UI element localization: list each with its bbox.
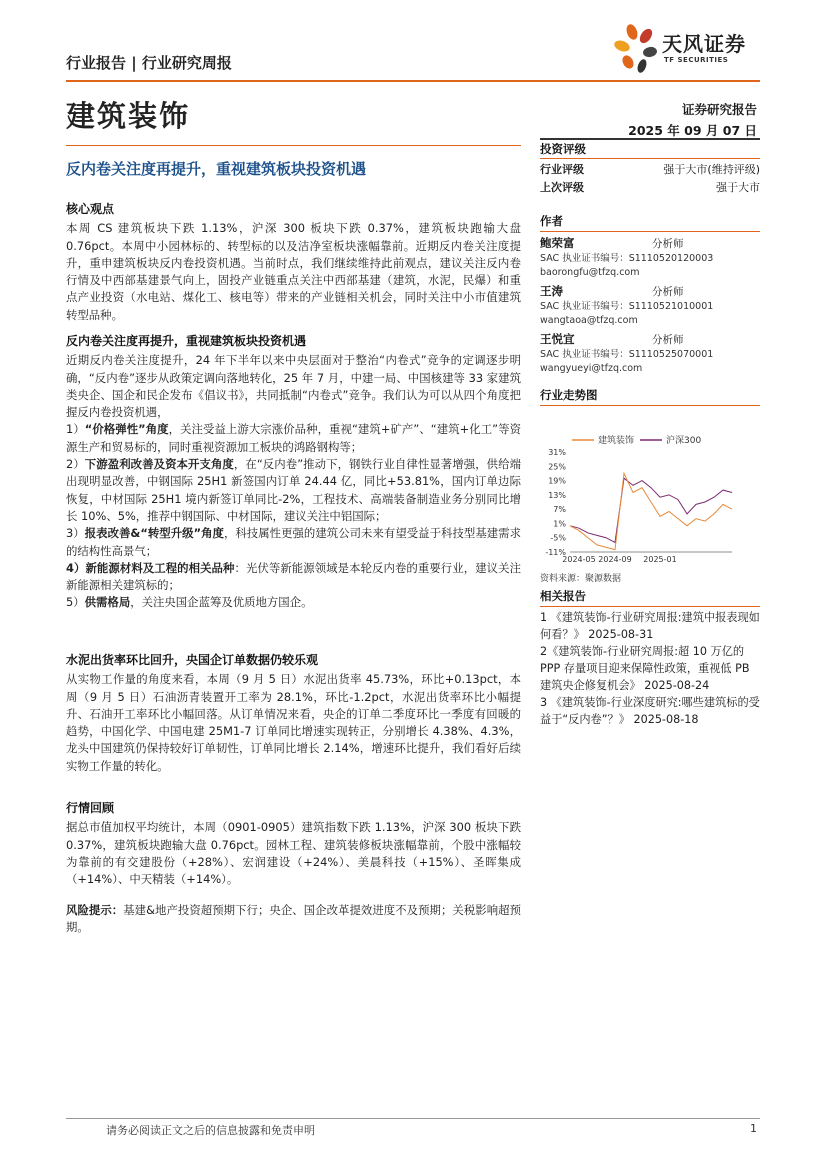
y-tick-label: 7%	[553, 505, 566, 515]
y-tick-label: 19%	[548, 476, 566, 486]
related-item[interactable]: 2《建筑装饰-行业研究周报:超 10 万亿的 PPP 存量项目迎来保障性政策，重视低 PB 建筑央企修复机会》 2025-08-24	[540, 645, 750, 692]
market-text: 据总市值加权平均统计，本周（0901-0905）建筑指数下跌 1.13%，沪深 300 板块下跌 0.37%，建筑板块跑输大盘 0.76pct。园林工程、建筑装修板块涨幅靠前，个股中涨幅较为靠前的有交建股份（+28%）、宏润建设（+24%）、美晨科技（+15%）、圣晖集成（+14%）、中天精装（+14%）。	[66, 820, 521, 887]
authors-block	[540, 212, 760, 380]
analyst-role: 分析师	[652, 238, 684, 250]
x-tick-label: 2025-01	[643, 555, 677, 564]
x-tick-label: 2024-05	[562, 555, 596, 564]
page-number: 1	[750, 1122, 757, 1135]
trend-block	[540, 386, 760, 584]
rating-block	[540, 141, 760, 197]
analyst-cert: SAC 执业证书编号：S1110520120003	[540, 253, 714, 264]
brand-sub: TF SECURITIES	[664, 56, 729, 64]
analyst-name: 王悦宜	[540, 332, 575, 346]
chart-source: 资料来源：聚源数据	[540, 574, 622, 584]
anti-point-5: 5）供需格局，关注央国企蓝筹及优质地方国企。	[66, 595, 313, 610]
analyst-email[interactable]: wangtaoa@tfzq.com	[540, 315, 638, 326]
y-tick-label: 1%	[553, 519, 566, 529]
market-title: 行情回顾	[66, 801, 115, 815]
footer-disclaimer: 请务必阅读正文之后的信息披露和免责申明	[106, 1124, 315, 1137]
market-section	[66, 800, 521, 888]
related-block	[540, 587, 760, 728]
analyst-entry	[540, 236, 760, 280]
related-item[interactable]: 3 《建筑装饰-行业深度研究:哪些建筑标的受益于“反内卷”？》 2025-08-18	[540, 696, 760, 726]
report-category: 行业报告 | 行业研究周报	[66, 54, 232, 72]
side-divider	[540, 138, 760, 140]
sector-title: 建筑装饰	[66, 99, 191, 133]
related-item[interactable]: 1 《建筑装饰-行业研究周报:建筑中报表现如何看？》 2025-08-31	[540, 611, 760, 641]
headline: 反内卷关注度再提升，重视建筑板块投资机遇	[66, 160, 367, 178]
flower-logo-icon	[612, 22, 660, 74]
y-tick-label: 31%	[548, 448, 566, 457]
x-tick-label: 2024-09	[598, 555, 632, 564]
risk-text: 风险提示：基建&地产投资超预期下行；央企、国企改革提效进度不及预期；关税影响超预期。	[66, 903, 521, 935]
anti-intro: 近期反内卷关注度提升，24 年下半年以来中央层面对于整治“内卷式”竞争的定调逐步明确，“反内卷”逐步从政策定调向落地转化，25 年 7 月，中建一局、中国核建等 33 家建筑类央企、国企和民企发布《倡议书》，共同抵制“内卷式”竞争。我们认为可以从四个角度把握反内卷投资机遇，	[66, 353, 521, 420]
rating-title: 投资评级	[540, 142, 586, 156]
related-title: 相关报告	[540, 589, 586, 603]
cement-title: 水泥出货率环比回升，央国企订单数据仍较乐观	[66, 653, 319, 667]
industry-rating: 行业评级 强于大市(维持评级)	[540, 163, 760, 176]
anti-point-4: 4）新能源材料及工程的相关品种：光伏等新能源领域是本轮反内卷的重要行业，建议关注新能源相关建筑标的；	[66, 560, 521, 593]
report-kind: 证券研究报告	[681, 102, 757, 117]
anti-point-2: 2）下游盈利改善及资本开支角度，在“反内卷”推动下，钢铁行业自律性显著增强，供给端出现明显改善，中钢国际 25H1 新签国内订单 24.44 亿，同比+53.81%，国内订单边际恢复，中材国际 25H1 境内新签订单同比-2%，工程技术、高端装备制造业务分别同比增长 10%、5%，推荐中钢国际、中材国际，建议关注中铝国际；	[66, 457, 521, 523]
analyst-cert: SAC 执业证书编号：S1110525070001	[540, 349, 714, 360]
core-section	[66, 201, 521, 324]
y-tick-label: -5%	[550, 533, 566, 543]
core-title: 核心观点	[66, 202, 115, 216]
analyst-name: 鲍荣富	[540, 236, 575, 250]
analyst-role: 分析师	[652, 286, 684, 298]
main-divider	[66, 145, 521, 146]
series-line-sector	[570, 473, 732, 549]
analyst-role: 分析师	[652, 334, 684, 346]
cement-section	[66, 652, 521, 775]
anti-title: 反内卷关注度再提升，重视建筑板块投资机遇	[66, 334, 307, 348]
core-text: 本周 CS 建筑板块下跌 1.13%，沪深 300 板块下跌 0.37%，建筑板块跑输大盘 0.76pct。本周中小园林标的、转型标的以及洁净室板块涨幅靠前。近期反内卷关注度提升，重申建筑板块反内卷投资机遇。当前时点，我们继续维持此前观点，建议关注反内卷行情及中西部基建景气向上，固投产业链重点关注中西部基建（建筑，水泥，民爆）和重点产业投资（水电站、煤化工、核电等）带来的产业链相关机会，同时关注中小市值建筑转型品种。	[66, 221, 521, 322]
analyst-email[interactable]: wangyueyi@tfzq.com	[540, 363, 643, 374]
analyst-entry	[540, 332, 760, 376]
legend-label: 建筑装饰	[598, 436, 635, 446]
anti-point-1: 1）“价格弹性”角度，关注受益上游大宗涨价品种，重视“建筑+矿产”、“建筑+化工”等资源生产和贸易标的，同时重视资源加工板块的鸿路钢构等；	[66, 422, 522, 454]
anti-section	[66, 333, 521, 612]
anti-point-3: 3）报表改善&“转型升级”角度，科技属性更强的建筑公司未来有望受益于科技型基建需求的结构性高景气；	[66, 526, 521, 558]
trend-title: 行业走势图	[540, 388, 598, 402]
analyst-name: 王涛	[540, 284, 563, 298]
brand-name: 天风证券	[662, 32, 746, 56]
cement-text: 从实物工作量的角度来看，本周（9 月 5 日）水泥出货率 45.73%，环比+0.13pct，本周（9 月 5 日）石油沥青装置开工率为 28.1%，环比-1.2pct，水泥出货率环比小幅提升、石油开工率环比小幅回落。从订单情况来看，央企的订单二季度环比一季度有回暖的趋势，中国化学、中国电建 25M1-7 订单同比增速实现转正，分别增长 4.38%、4.3%，龙头中国建筑仍保持较好订单韧性，订单同比增长 2.14%，增速环比提升，我们看好后续实物工作量的转化。	[66, 672, 521, 773]
analyst-cert: SAC 执业证书编号：S1110521010001	[540, 301, 714, 312]
risk-section	[66, 902, 521, 937]
trend-chart	[540, 406, 760, 566]
analyst-entry	[540, 284, 760, 328]
authors-title: 作者	[540, 214, 563, 228]
analyst-email[interactable]: baorongfu@tfzq.com	[540, 267, 640, 278]
prev-rating: 上次评级 强于大市	[540, 181, 760, 194]
y-tick-label: 25%	[548, 462, 566, 472]
y-tick-label: 13%	[548, 490, 566, 500]
legend-label: 沪深300	[666, 436, 702, 446]
series-line-hs300	[570, 478, 732, 542]
brand-logo	[612, 22, 762, 74]
y-tick-label: -11%	[545, 548, 566, 557]
header-divider	[66, 80, 760, 82]
footer-divider	[66, 1118, 760, 1119]
report-date: 2025 年 09 月 07 日	[628, 123, 757, 138]
